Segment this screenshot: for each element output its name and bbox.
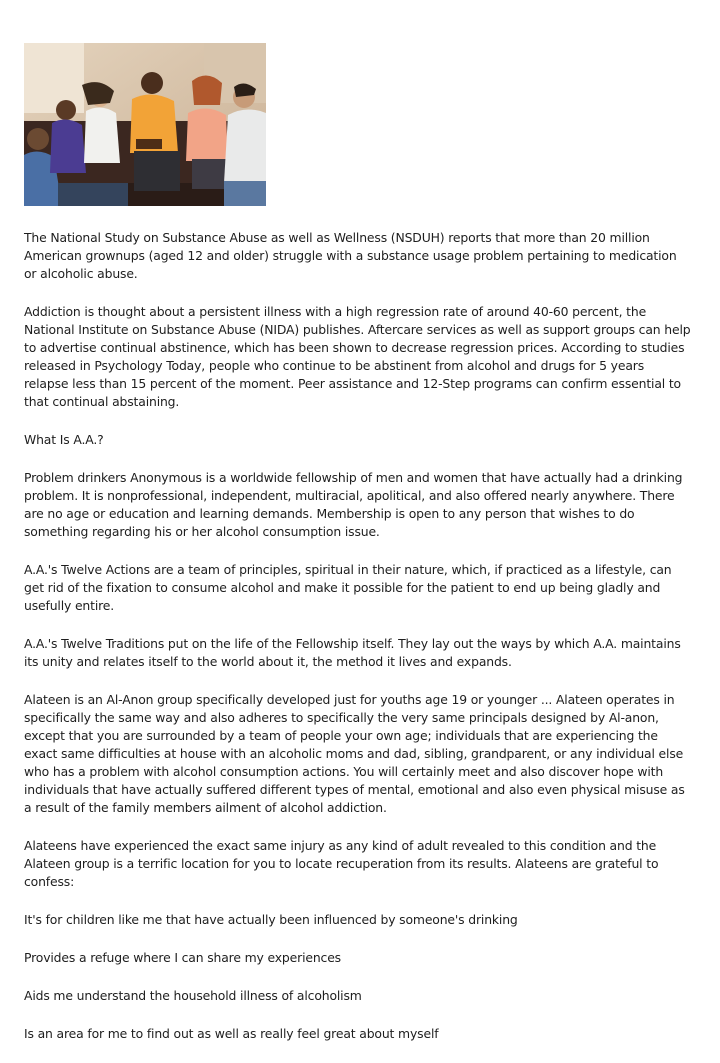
page-content xyxy=(24,43,692,1063)
paragraph: Alateen is an Al-Anon group specifically developed just for youths age 19 or younger ... Alateen operates in specifically the same way and also adheres to specifically the very same principals designed by Al-anon, except that you are surrounded by a team of people your own age; individuals that are experiencing the exact same difficulties at house with an alcoholic moms and dad, sibling, grandparent, or any individual else who has a problem with alcohol consumption actions. You will certainly meet and also discover hope with individuals that have actually suffered different types of mental, emotional and also even physical misuse as a result of the family members ailment of alcohol addiction. xyxy=(24,692,685,815)
paragraph: Addiction is thought about a persistent illness with a high regression rate of around 40-60 percent, the National Institute on Substance Abuse (NIDA) publishes. Aftercare services as well as support groups can help to advertise continual abstinence, which has been shown to decrease regression prices. According to studies released in Psychology Today, people who continue to be abstinent from alcohol and drugs for 5 years relapse less than 15 percent of the moment. Peer assistance and 12-Step programs can confirm essential to that continual abstaining. xyxy=(24,304,691,409)
list-item: Is an area for me to find out as well as really feel great about myself xyxy=(24,1026,439,1041)
paragraph: Alateens have experienced the exact same injury as any kind of adult revealed to this condition and the Alateen group is a terrific location for you to locate recuperation from its results. Alateens are grateful to confess: xyxy=(24,838,659,889)
list-item: It's for children like me that have actually been influenced by someone's drinking xyxy=(24,912,518,927)
list-item: Aids me understand the household illness of alcoholism xyxy=(24,988,362,1003)
paragraph: Problem drinkers Anonymous is a worldwide fellowship of men and women that have actually had a drinking problem. It is nonprofessional, independent, multiracial, apolitical, and also offered nearly anywhere. There are no age or education and learning demands. Membership is open to any person that wishes to do something regarding his or her alcohol consumption issue. xyxy=(24,470,683,539)
section-heading: What Is A.A.? xyxy=(24,432,104,447)
group-therapy-photo xyxy=(24,43,266,206)
paragraph: A.A.'s Twelve Actions are a team of principles, spiritual in their nature, which, if practiced as a lifestyle, can get rid of the fixation to consume alcohol and make it possible for the patient to end up being gladly and usefully entire. xyxy=(24,562,672,613)
paragraph: The National Study on Substance Abuse as well as Wellness (NSDUH) reports that more than 20 million American grownups (aged 12 and older) struggle with a substance usage problem pertaining to medication or alcoholic abuse. xyxy=(24,230,677,281)
list-item: Provides a refuge where I can share my experiences xyxy=(24,950,341,965)
paragraph: A.A.'s Twelve Traditions put on the life of the Fellowship itself. They lay out the ways by which A.A. maintains its unity and relates itself to the world about it, the method it lives and expands. xyxy=(24,636,681,669)
article-body xyxy=(24,229,692,1043)
